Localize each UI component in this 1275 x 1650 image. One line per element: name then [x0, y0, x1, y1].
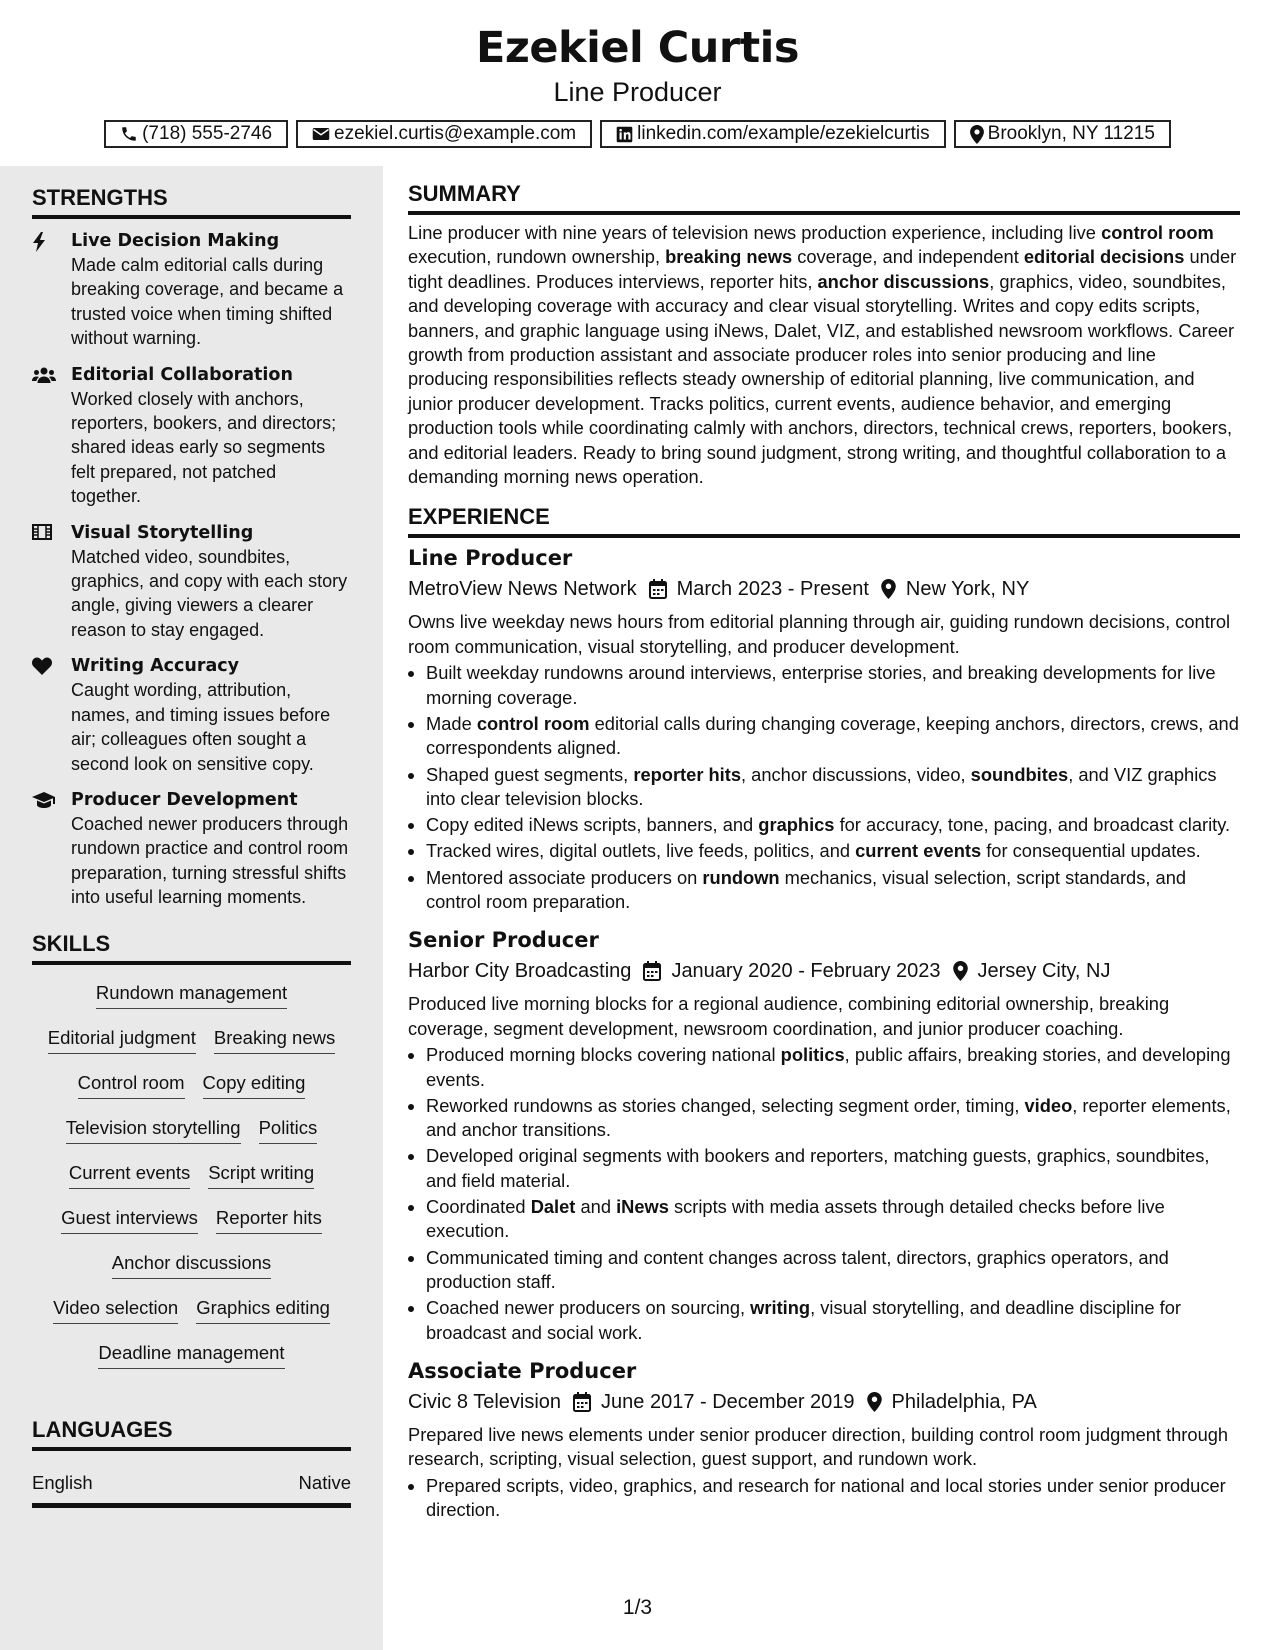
sidebar: [0, 166, 383, 1650]
strength-description: Coached newer producers through rundown practice and control room preparation, turning stressful shifts into useful learning moments.: [71, 813, 349, 908]
job-bullet: [426, 1043, 1240, 1092]
text-segment: for accuracy, tone, pacing, and broadcast clarity.: [834, 814, 1231, 836]
text-segment: coverage, and independent: [792, 246, 1024, 268]
job-bullet: [426, 813, 1240, 837]
job-bullet: [426, 1094, 1240, 1143]
text-segment: for consequential updates.: [981, 840, 1201, 862]
text-segment: Built weekday rundowns around interviews, enterprise stories, and breaking developments for live morning coverage.: [426, 662, 1216, 708]
skill-row: [32, 1206, 351, 1251]
strength-body: [71, 788, 351, 910]
contact-linkedin[interactable]: [600, 120, 946, 148]
text-segment: Coordinated: [426, 1195, 531, 1217]
bold-keyword: soundbites: [970, 763, 1069, 785]
text-segment: scripts with media assets through detailed checks before live execution.: [426, 1195, 1165, 1242]
strengths-heading: STRENGTHS: [32, 184, 351, 219]
skill-tag: Copy editing: [203, 1071, 306, 1099]
graduation-cap-icon: [32, 788, 71, 910]
skill-tag: Editorial judgment: [48, 1026, 196, 1054]
language-name: English: [32, 1471, 93, 1493]
job-bullet: [426, 1474, 1240, 1523]
text-segment: , and VIZ graphics into clear television blocks.: [426, 763, 1217, 809]
bold-keyword: current events: [855, 840, 982, 862]
strength-body: [71, 654, 351, 776]
text-segment: under tight deadlines. Produces interviews, reporter hits,: [408, 246, 1237, 292]
text-segment: Reworked rundowns as stories changed, selecting segment order, timing,: [426, 1094, 1025, 1116]
bold-keyword: control room: [1101, 222, 1214, 243]
strength-body: [71, 363, 351, 509]
text-segment: Communicated timing and content changes across talent, directors, graphics operators, and production staff.: [426, 1246, 1169, 1292]
linkedin-icon: [616, 126, 633, 143]
job-entry: [408, 544, 1240, 914]
job-title: Line Producer: [408, 546, 573, 571]
bold-keyword: graphics: [758, 814, 835, 836]
languages-list: [32, 1461, 351, 1508]
candidate-name: Ezekiel Curtis: [475, 23, 800, 73]
phone-text: (718) 555-2746: [142, 123, 273, 144]
text-segment: mechanics, visual selection, script standards, and control room preparation.: [426, 866, 1187, 912]
text-segment: execution, rundown ownership,: [408, 246, 666, 268]
job-dates: March 2023 - Present: [676, 578, 869, 601]
users-icon: [32, 363, 71, 509]
skill-tag: Politics: [259, 1116, 318, 1144]
email-text: ezekiel.curtis@example.com: [334, 123, 577, 144]
summary-heading: SUMMARY: [408, 180, 1240, 215]
text-segment: , visual storytelling, and deadline discipline for broadcast and social work.: [426, 1297, 1182, 1343]
job-entry: [408, 1357, 1240, 1523]
job-bullet: [426, 839, 1240, 863]
job-description: Prepared live news elements under senior producer direction, building control room judgment through research, scripting, visual selection, guest support, and rundown work.: [408, 1424, 1229, 1470]
main-content: [408, 180, 1240, 1535]
location-text: Brooklyn, NY 11215: [987, 123, 1155, 144]
skill-tag: Guest interviews: [61, 1206, 198, 1234]
strength-item: [32, 363, 351, 509]
job-bullets: [408, 1043, 1240, 1345]
text-segment: Produced morning blocks covering national: [426, 1044, 781, 1066]
job-meta: [408, 574, 1240, 604]
job-description: Owns live weekday news hours from editorial planning through air, guiding rundown decisions, control room communication, visual storytelling, and producer development.: [408, 611, 1231, 657]
job-bullet: [426, 661, 1240, 710]
job-bullet: [426, 763, 1240, 812]
heart-icon: [32, 654, 71, 776]
bold-keyword: anchor discussions: [817, 270, 990, 292]
job-title: Associate Producer: [408, 1359, 637, 1383]
strength-title: Visual Storytelling: [71, 522, 254, 543]
strength-description: Worked closely with anchors, reporters, bookers, and directors; shared ideas early so segments felt prepared, not patched together.: [71, 388, 337, 507]
text-segment: and: [575, 1195, 617, 1217]
job-dates: June 2017 - December 2019: [601, 1391, 855, 1413]
skills-heading: SKILLS: [32, 930, 351, 965]
job-bullet: [426, 1195, 1240, 1244]
job-meta: [408, 956, 1240, 986]
strength-description: Made calm editorial calls during breaking coverage, and became a trusted voice when timing shifted without warning.: [71, 255, 344, 349]
bold-keyword: breaking news: [665, 246, 793, 268]
skill-tag: Anchor discussions: [112, 1251, 271, 1279]
skill-tag: Breaking news: [214, 1026, 335, 1054]
map-pin-icon: [881, 579, 896, 599]
text-segment: Coached newer producers on sourcing,: [426, 1297, 751, 1319]
bolt-icon: [32, 229, 71, 351]
strength-item: [32, 521, 351, 643]
languages-heading: LANGUAGES: [32, 1416, 351, 1451]
text-segment: Made: [426, 712, 477, 734]
strength-item: [32, 788, 351, 910]
job-bullet: [426, 866, 1240, 915]
jobs-list: [408, 544, 1240, 1522]
job-company: MetroView News Network: [408, 578, 637, 601]
text-segment: Tracked wires, digital outlets, live feeds, politics, and: [426, 840, 856, 862]
summary-text: [408, 221, 1240, 489]
skill-tag: Graphics editing: [196, 1296, 330, 1324]
skill-tag: Current events: [69, 1161, 190, 1189]
experience-heading: EXPERIENCE: [408, 503, 1240, 538]
skill-tag: Reporter hits: [216, 1206, 322, 1234]
job-bullet: [426, 1246, 1240, 1295]
skill-tag: Deadline management: [98, 1341, 284, 1369]
job-bullets: [408, 1474, 1240, 1523]
text-segment: Prepared scripts, video, graphics, and research for national and local stories under senior producer direction.: [426, 1474, 1226, 1521]
skill-row: [32, 1026, 351, 1071]
job-location: Jersey City, NJ: [977, 960, 1111, 983]
calendar-icon: [649, 579, 667, 599]
map-pin-icon: [970, 125, 984, 144]
strength-title: Producer Development: [71, 789, 298, 810]
job-bullets: [408, 661, 1240, 914]
job-bullet: [426, 712, 1240, 761]
linkedin-text: linkedin.com/example/ezekielcurtis: [637, 123, 930, 144]
job-dates: January 2020 - February 2023: [671, 960, 941, 983]
strength-title: Editorial Collaboration: [71, 364, 293, 385]
text-segment: Shaped guest segments,: [426, 763, 634, 785]
job-company: Civic 8 Television: [408, 1391, 562, 1413]
strength-description: Caught wording, attribution, names, and timing issues before air; colleagues often sought a second look on sensitive copy.: [71, 680, 331, 774]
skill-row: [32, 1161, 351, 1206]
bold-keyword: politics: [780, 1044, 845, 1066]
bold-keyword: rundown: [702, 866, 780, 888]
skill-tag: Video selection: [53, 1296, 178, 1324]
bold-keyword: editorial decisions: [1023, 246, 1185, 268]
calendar-icon: [573, 1392, 591, 1412]
job-location: Philadelphia, PA: [891, 1391, 1037, 1413]
skill-row: [32, 1251, 351, 1296]
phone-icon: [120, 125, 138, 143]
text-segment: , anchor discussions, video,: [741, 763, 971, 785]
text-segment: , public affairs, breaking stories, and developing events.: [426, 1044, 1231, 1090]
contact-email[interactable]: [296, 120, 592, 148]
job-bullet: [426, 1144, 1240, 1193]
text-segment: Mentored associate producers on: [426, 866, 703, 888]
job-company: Harbor City Broadcasting: [408, 960, 632, 983]
text-segment: , reporter elements, and anchor transitions.: [426, 1094, 1231, 1141]
strength-description: Matched video, soundbites, graphics, and copy with each story angle, giving viewers a clearer reason to stay engaged.: [71, 546, 348, 640]
bold-keyword: control room: [476, 712, 590, 734]
calendar-icon: [643, 961, 661, 981]
bold-keyword: writing: [750, 1297, 811, 1319]
job-entry: [408, 926, 1240, 1345]
film-icon: [32, 521, 71, 643]
skill-row: [32, 981, 351, 1026]
page-number: 1/3: [622, 1596, 653, 1619]
strength-body: [71, 521, 351, 643]
skill-row: [32, 1071, 351, 1116]
bold-keyword: reporter hits: [633, 763, 742, 785]
strength-title: Writing Accuracy: [71, 656, 240, 677]
text-segment: Copy edited iNews scripts, banners, and: [426, 814, 759, 836]
envelope-icon: [312, 126, 330, 142]
skill-tag: Rundown management: [96, 981, 287, 1009]
text-segment: , graphics, video, soundbites, and developing coverage with accuracy and clear visual storytelling. Writes and copy edits scripts, banners, and graphic language using iNews, Dalet, VIZ, and established newsroom workflows. Career growth from production assistant and associate producer roles into senior producing and line producing responsibilities reflects steady ownership of editorial planning, live communication, and junior producer development. Tracks politics, current events, audience behavior, and emerging production tools while coordinating calmly with anchors, directors, technical crews, reporters, bookers, and editorial leaders. Ready to bring sound judgment, strong writing, and thoughtful collaboration to a demanding morning news operation.: [408, 270, 1235, 488]
bold-keyword: iNews: [616, 1195, 669, 1217]
skill-row: [32, 1341, 351, 1386]
map-pin-icon: [953, 961, 968, 981]
language-level: Native: [298, 1471, 351, 1493]
candidate-title: Line Producer: [553, 77, 722, 107]
job-title: Senior Producer: [408, 928, 599, 953]
job-bullet: [426, 1296, 1240, 1345]
resume-header: [0, 20, 1275, 148]
bold-keyword: Dalet: [530, 1195, 576, 1217]
skill-tag: Television storytelling: [66, 1116, 241, 1144]
language-item: [32, 1461, 351, 1508]
job-location: New York, NY: [905, 578, 1030, 601]
job-description: Produced live morning blocks for a regional audience, combining editorial ownership, breaking coverage, segment development, newsroom coordination, and junior producer coaching.: [408, 993, 1170, 1039]
skill-row: [32, 1116, 351, 1161]
text-segment: editorial calls during changing coverage, keeping anchors, directors, crews, and correspondents aligned.: [426, 712, 1239, 759]
text-segment: Line producer with nine years of television news production experience, including live: [408, 222, 1102, 243]
strength-item: [32, 654, 351, 776]
text-segment: Developed original segments with bookers and reporters, matching guests, graphics, soundbites, and field material.: [426, 1145, 1210, 1191]
strength-item: [32, 229, 351, 351]
skills-list: [32, 975, 351, 1386]
strength-title: Live Decision Making: [71, 231, 280, 251]
skill-row: [32, 1296, 351, 1341]
strengths-list: [32, 229, 351, 910]
skill-tag: Control room: [78, 1071, 185, 1099]
job-meta: [408, 1387, 1240, 1417]
contact-location: [954, 120, 1171, 148]
map-pin-icon: [867, 1392, 882, 1412]
contact-phone[interactable]: [104, 120, 288, 148]
skill-tag: Script writing: [208, 1161, 314, 1189]
strength-body: [71, 229, 351, 351]
bold-keyword: video: [1024, 1094, 1073, 1116]
contact-bar: [0, 120, 1275, 148]
